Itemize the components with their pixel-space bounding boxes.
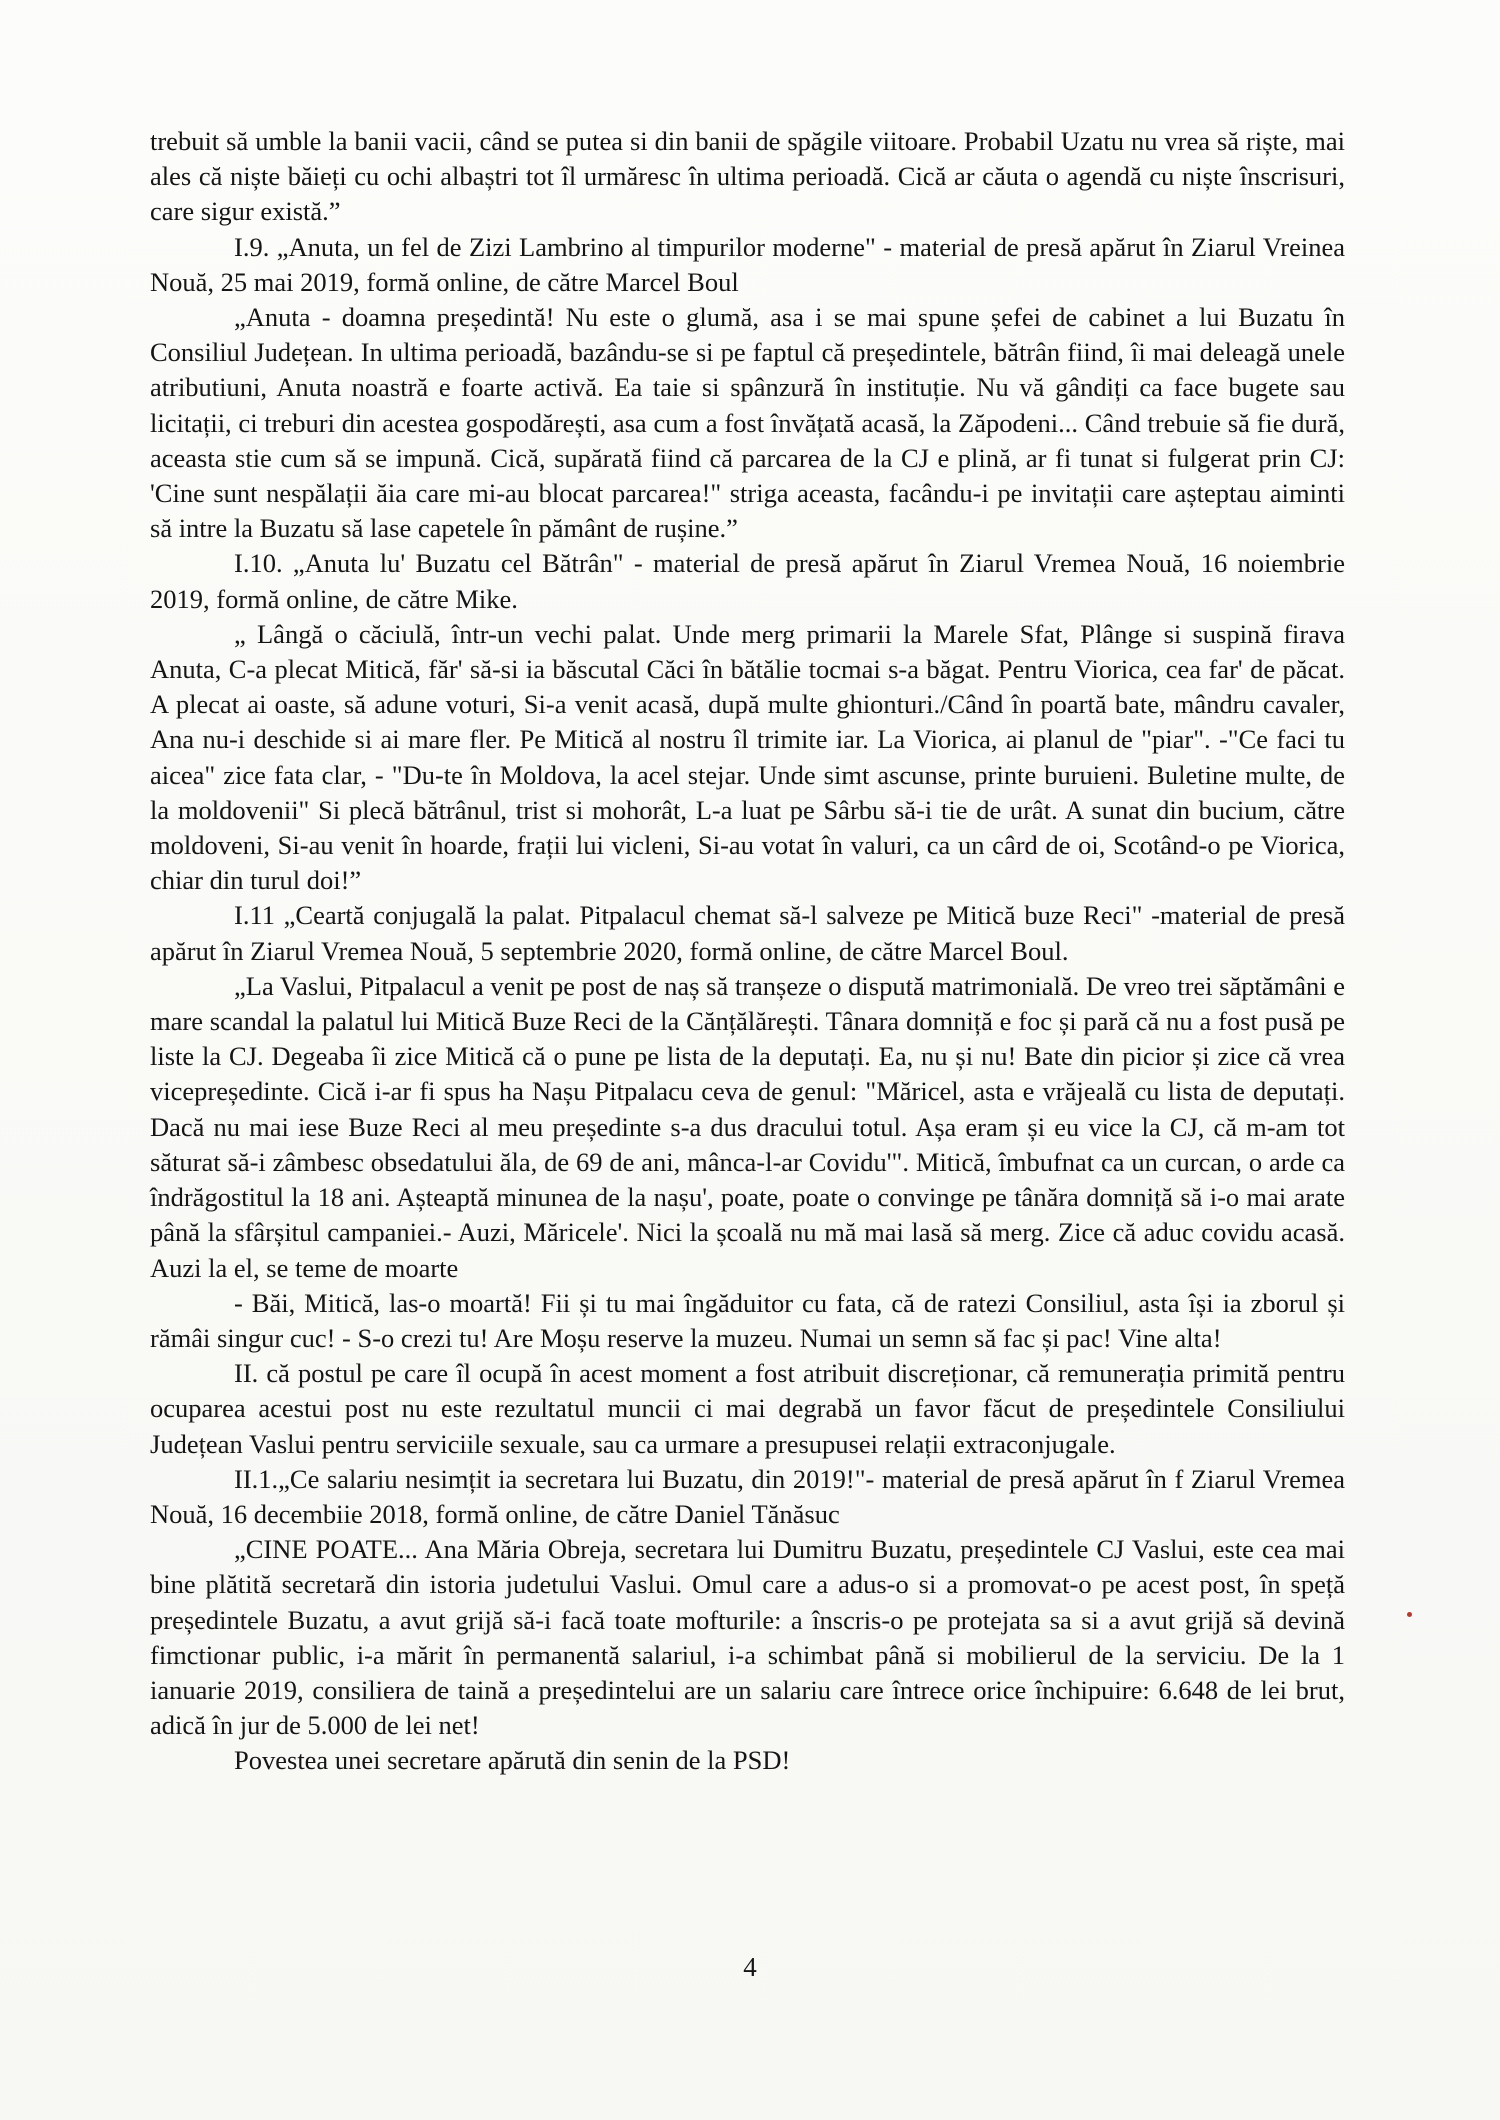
ink-mark xyxy=(1407,1612,1412,1617)
paragraph-item-1-11: I.11 „Ceartă conjugală la palat. Pitpalacul chemat să-l salveze pe Mitică buze Reci" -material de presă apărut în Ziarul Vremea Nouă, 5 septembrie 2020, formă online, de către Marcel Boul. xyxy=(150,900,1345,966)
paragraph-closing: Povestea unei secretare apărută din senin de la PSD! xyxy=(234,1745,791,1776)
paragraph-dialogue: - Băi, Mitică, las-o moartă! Fii și tu mai îngăduitor cu fata, că de ratezi Consiliul, asta își ia zborul și rămâi singur cuc! - S-o crezi tu! Are Moșu reserve la muzeu. Numai un semn să fac și pac! Vine alta! xyxy=(150,1287,1345,1353)
page-number: 4 xyxy=(743,1952,757,1982)
paragraph-item-1-9: I.9. „Anuta, un fel de Zizi Lambrino al timpurilor moderne" - material de presă apărut în Ziarul Vreinea Nouă, 25 mai 2019, formă online, de către Marcel Boul xyxy=(150,231,1345,297)
paragraph-item-1-10: I.10. „Anuta lu' Buzatu cel Bătrân" - material de presă apărut în Ziarul Vremea Nouă, 16 noiembrie 2019, formă online, de către Mike. xyxy=(150,548,1345,614)
paragraph-poem: „ Lângă o căciulă, într-un vechi palat. Unde merg primarii la Marele Sfat, Plânge si suspină firava Anuta, C-a plecat Mitică, făr' să-si ia băscutal Căci în bătălie tocmai s-a băgat. Pentru Viorica, cea far' de păcat. A plecat ai oaste, să adune voturi, Si-a venit acasă, după multe ghionturi./Când în poartă bate, mândru cavaler, Ana nu-i deschide si ai mare fler. Pe Mitică al nostru îl trimite iar. La Viorica, ai planul de "piar". -"Ce faci tu aicea" zice fata clar, - "Du-te în Moldova, la acel stejar. Unde simt ascunse, printe buruieni. Buletine multe, de la moldovenii" Si plecă bătrânul, trist si mohorât, L-a luat pe Sârbu să-i tie de urât. A sunat din bucium, către moldoveni, Si-au venit în hoarde, frații lui vicleni, Si-au votat în valuri, ca un cârd de oi, Scotând-o pe Viorica, chiar din turul doi!” xyxy=(150,618,1345,896)
paragraph-quote-salariu: „CINE POATE... Ana Măria Obreja, secretara lui Dumitru Buzatu, președintele CJ Vaslui, este cea mai bine plătită secretară din istoria judetului Vaslui. Omul care a adus-o si a promovat-o pe acest post, în speță președintele Buzatu, a avut grijă să-i facă toate mofturile: a înscris-o pe protejata sa si a avut grijă să devină fimctionar public, i-a mărit în permanentă salariul, i-a schimbat până si mobilierul de la serviciu. De la 1 ianuarie 2019, consiliera de taină a președintelui are un salariu care întrece orice închipuire: 6.648 de lei brut, adică în jur de 5.000 de lei net! xyxy=(150,1534,1345,1741)
paragraph-item-2: II. că postul pe care îl ocupă în acest moment a fost atribuit discreționar, că remunerația primită pentru ocuparea acestui post nu este rezultatul muncii ci mai degrabă un favor făcut de președintele Consiliului Județean Vaslui pentru serviciile sexuale, sau ca urmare a presupusei relații extraconjugale. xyxy=(150,1358,1345,1459)
paragraph-quote-vaslui: „La Vaslui, Pitpalacul a venit pe post de naș să tranșeze o dispută matrimonială. De vreo trei săptămâni e mare scandal la palatul lui Mitică Buze Reci de la Cănțălărești. Tânara domniță e foc și pară că nu a fost pusă pe liste la CJ. Degeaba îi zice Mitică că o pune pe lista de la deputați. Ea, nu și nu! Bate din picior și zice că vrea vicepreședinte. Cică i-ar fi spus ha Nașu Pitpalacu ceva de genul: "Măricel, asta e vrăjeală cu lista de deputați. Dacă nu mai iese Buze Reci al meu președinte s-a dus dracului totul. Așa eram și eu vice la CJ, că m-am tot săturat să-i zâmbesc obsedatului ăla, de 69 de ani, mânca-l-ar Covidu'". Mitică, îmbufnat ca un curcan, o arde ca îndrăgostitul la 18 ani. Așteaptă minunea de la nașu', poate, poate o convinge pe tânăra domniță să i-o mai arate până la sfârșitul campaniei.- Auzi, Măricele'. Nici la școală nu mă mai lasă să merg. Zice că aduc covidu acasă. Auzi la el, se teme de moarte xyxy=(150,970,1345,1283)
paragraph-item-2-1: II.1.„Ce salariu nesimțit ia secretara lui Buzatu, din 2019!"- material de presă apărut în f Ziarul Vremea Nouă, 16 decembiie 2018, formă online, de către Daniel Tănăsuc xyxy=(150,1463,1345,1529)
document-body xyxy=(150,124,1345,1779)
paragraph-continuation: trebuit să umble la banii vacii, când se putea si din banii de spăgile viitoare. Probabil Uzatu nu vrea să riște, mai ales că niște băieți cu ochi albaștri tot îl urmăresc în ultima perioadă. Cică ar căuta o agendă cu niște înscrisuri, care sigur există.” xyxy=(150,126,1345,227)
paragraph-quote-anuta: „Anuta - doamna președintă! Nu este o glumă, asa i se mai spune șefei de cabinet a lui Buzatu în Consiliul Județean. In ultima perioadă, bazându-se si pe faptul că președintele, bătrân fiind, îi mai deleagă unele atributiuni, Anuta noastră e foarte activă. Ea taie si spânzură în instituție. Nu vă gândiți ca face bugete sau licitații, ci treburi din acestea gospodărești, asa cum a fost învățată acasă, la Zăpodeni... Când trebuie să fie dură, aceasta stie cum să se impună. Cică, supărată fiind că parcarea de la CJ e plină, ar fi tunat si fulgerat prin CJ: 'Cine sunt nespălații ăia care mi-au blocat parcarea!" striga aceasta, facându-i pe invitații care așteptau aiminti să intre la Buzatu să lase capetele în pământ de rușine.” xyxy=(150,302,1345,544)
